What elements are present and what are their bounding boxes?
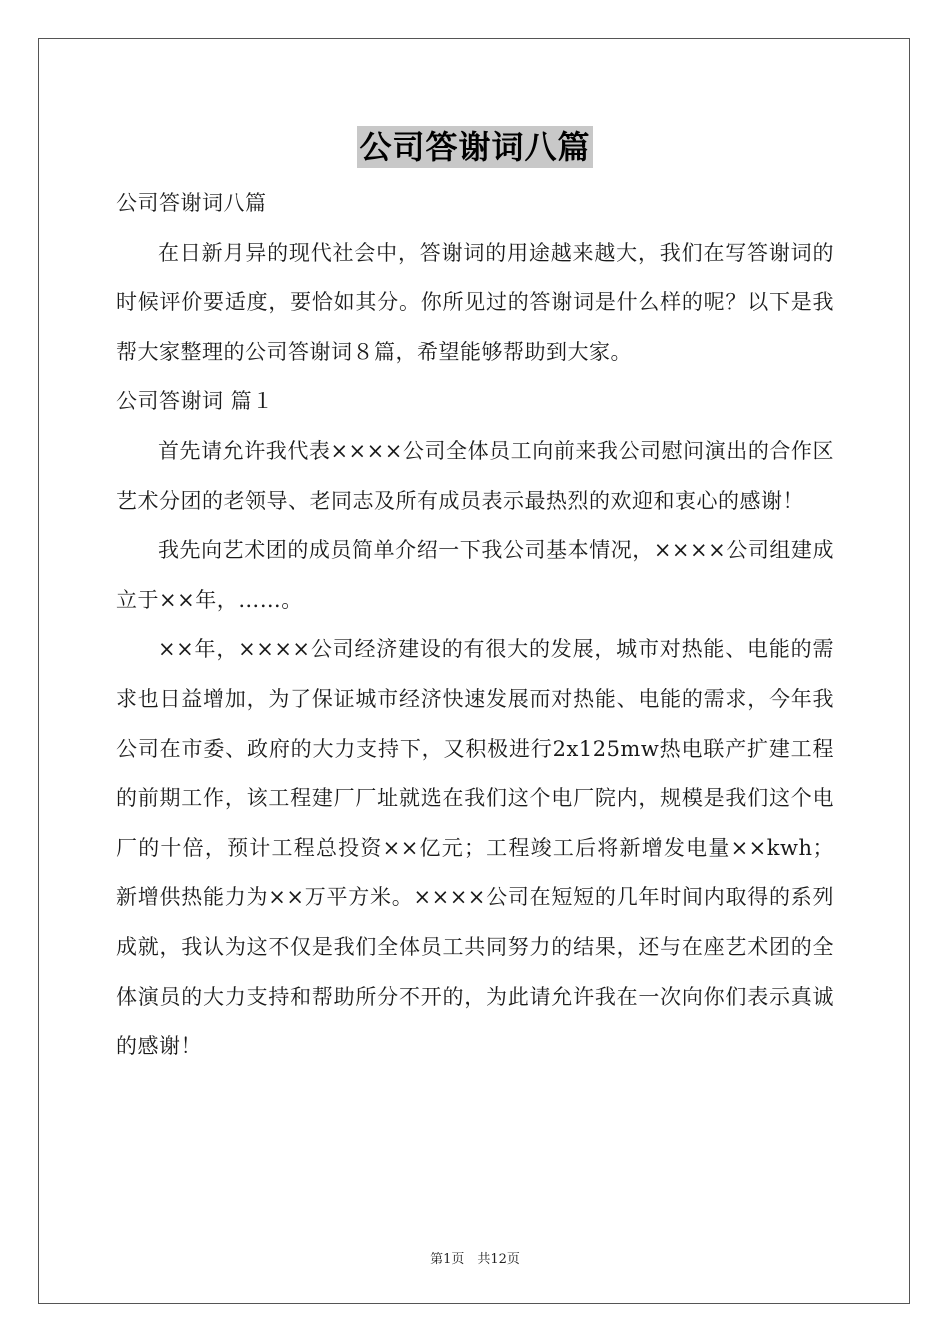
intro-paragraph: 在日新月异的现代社会中，答谢词的用途越来越大，我们在写答谢词的时候评价要适度，要恰如其分。你所见过的答谢词是什么样的呢？以下是我帮大家整理的公司答谢词８篇，希望能够帮助到大家。 <box>116 240 834 364</box>
body-paragraph: 我先向艺术团的成员简单介绍一下我公司基本情况，××××公司组建成立于××年，……。 <box>116 538 834 612</box>
page-footer: 第1页 共12页 <box>430 1252 520 1267</box>
section-heading: 公司答谢词 篇１ <box>116 389 274 414</box>
subtitle-line: 公司答谢词八篇 <box>116 191 267 215</box>
body-paragraph: ××年，××××公司经济建设的有很大的发展，城市对热能、电能的需求也日益增加，为了保证城市经济快速发展而对热能、电能的需求，今年我公司在市委、政府的大力支持下，又积极进行2x125mw热电联产扩建工程的前期工作，该工程建厂厂址就选在我们这个电厂院内，规模是我们这个电厂的十倍，预计工程总投资××亿元；工程竣工后将新增发电量××kwh；新增供热能力为××万平方米。××××公司在短短的几年时间内取得的系列成就，我认为这不仅是我们全体员工共同努力的结果，还与在座艺术团的全体演员的大力支持和帮助所分不开的，为此请允许我在一次向你们表示真诚的感谢！ <box>116 637 834 1059</box>
body-paragraph: 首先请允许我代表××××公司全体员工向前来我公司慰问演出的合作区艺术分团的老领导、老同志及所有成员表示最热烈的欢迎和衷心的感谢！ <box>116 438 834 513</box>
document-title: 公司答谢词八篇 <box>359 128 591 166</box>
title-container <box>0 126 950 168</box>
document-body <box>116 179 834 1072</box>
